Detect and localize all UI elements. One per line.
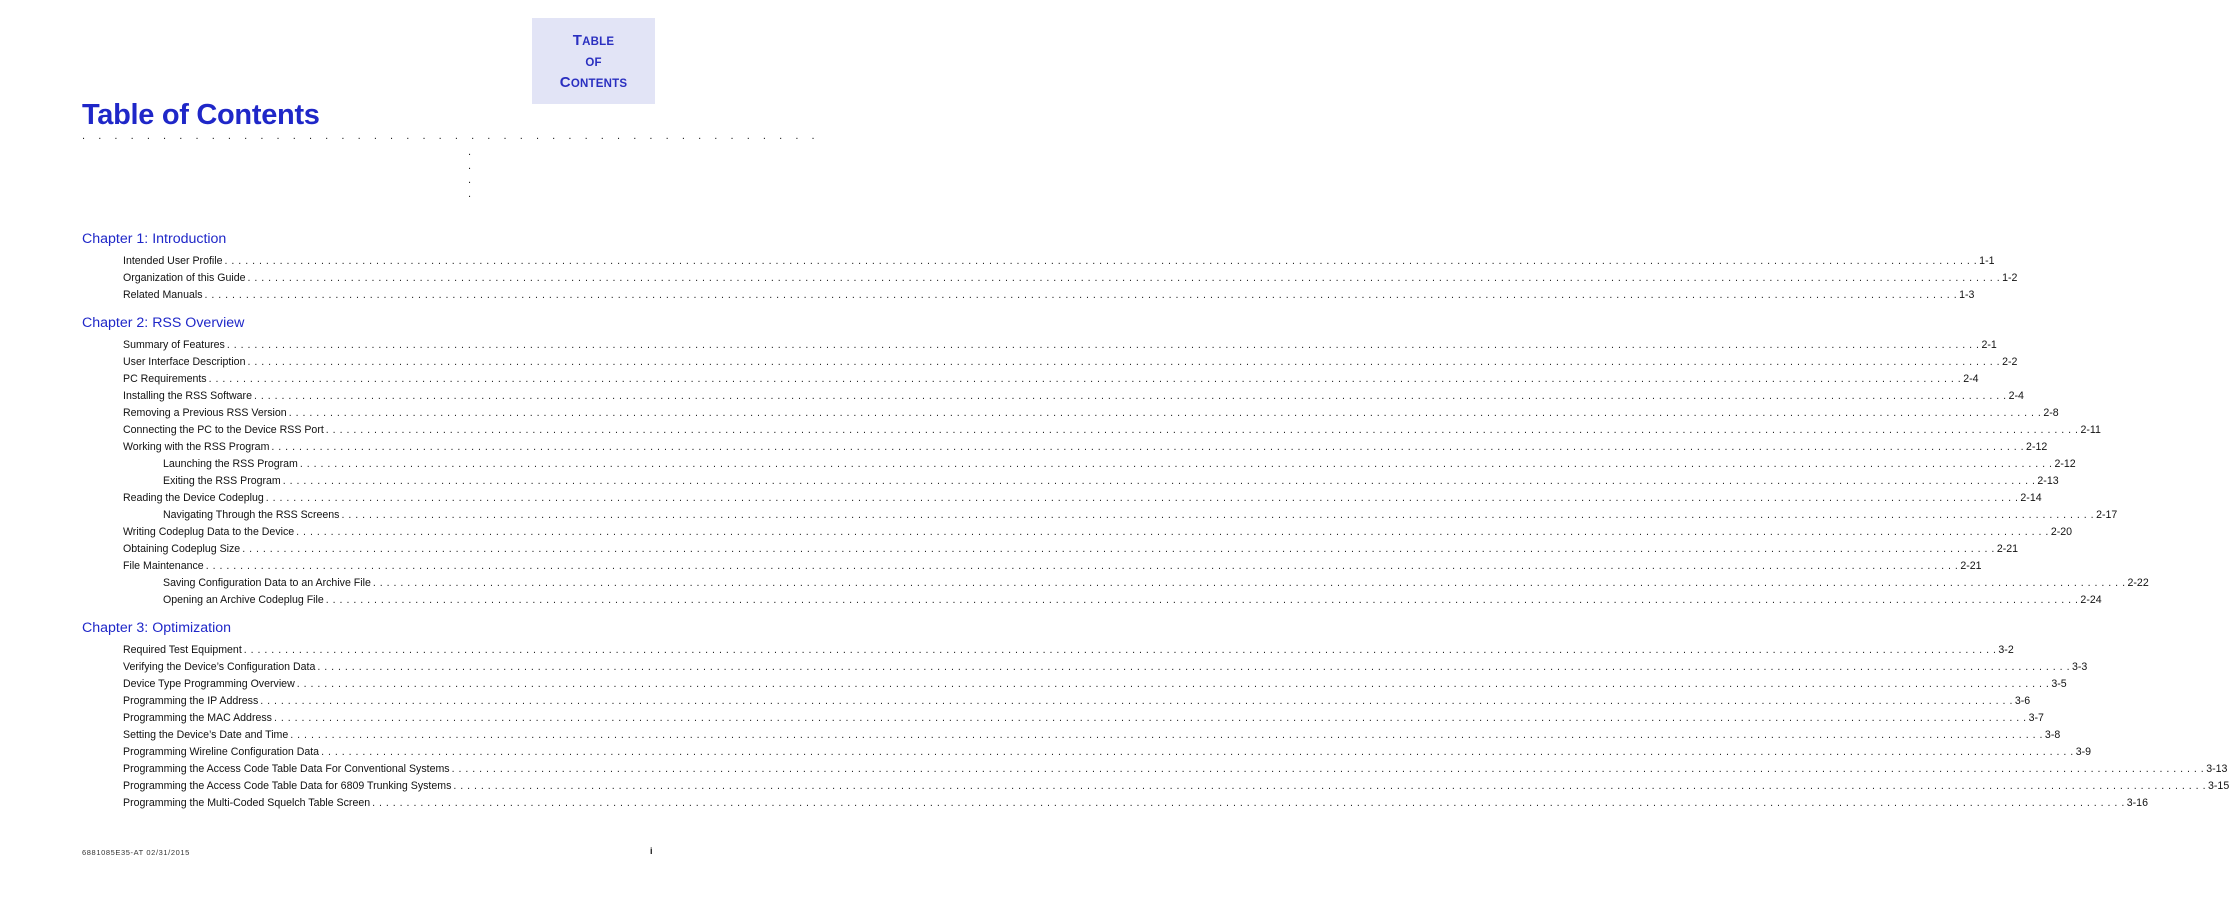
leader-dots — [247, 356, 2000, 368]
toc-subentry[interactable]: Launching the RSS Program . . . 2-12 — [163, 458, 655, 472]
leader-dots — [248, 272, 2001, 284]
toc-entry[interactable]: Programming the MAC Address . . . 3-7 — [123, 712, 655, 726]
leader-dots — [271, 441, 2024, 453]
leader-dots — [244, 644, 1997, 656]
leader-dots — [372, 797, 2125, 809]
toc-subentry[interactable]: Exiting the RSS Program . . . 2-13 — [163, 475, 655, 489]
leader-dots — [453, 780, 2206, 792]
footer-document-id: 6881085E35-AT 02/31/2015 — [82, 848, 190, 857]
leader-dots — [283, 475, 2036, 487]
leader-dots — [300, 458, 2053, 470]
toc-entry[interactable]: Related Manuals . . . 1-3 — [123, 289, 655, 303]
leader-dots — [373, 577, 2126, 589]
toc-subentry[interactable]: Saving Configuration Data to an Archive File . . . 2-22 — [163, 577, 655, 591]
vertical-dot: . — [468, 174, 472, 186]
leader-dots — [341, 509, 2094, 521]
leader-dots — [290, 729, 2043, 741]
toc-entry[interactable]: Programming the Access Code Table Data for 6809 Trunking Systems . . . 3-15 — [123, 780, 655, 794]
vertical-dot: . — [468, 160, 472, 172]
section-tab — [532, 18, 655, 104]
toc-entry[interactable]: Reading the Device Codeplug . . . 2-14 — [123, 492, 655, 506]
leader-dots — [227, 339, 1980, 351]
toc-entry[interactable]: PC Requirements . . . 2-4 — [123, 373, 655, 387]
tab-line-contents: CONTENTS — [559, 74, 628, 91]
leader-dots — [242, 543, 1995, 555]
toc-entry[interactable]: File Maintenance . . . 2-21 — [123, 560, 655, 574]
leader-dots — [297, 678, 2050, 690]
leader-dots — [260, 695, 2013, 707]
leader-dots — [266, 492, 2019, 504]
toc-entry[interactable]: Intended User Profile . . . 1-1 — [123, 255, 655, 269]
tab-line-of: OF — [585, 57, 602, 69]
toc-entry[interactable]: Installing the RSS Software . . . 2-4 — [123, 390, 655, 404]
leader-dots — [317, 661, 2070, 673]
toc-entry[interactable]: Programming Wireline Configuration Data . . . 3-9 — [123, 746, 655, 760]
toc-entry[interactable]: Organization of this Guide . . . 1-2 — [123, 272, 655, 286]
toc-entry[interactable]: Device Type Programming Overview . . . 3-5 — [123, 678, 655, 692]
leader-dots — [452, 763, 2205, 775]
toc-entry[interactable]: User Interface Description . . . 2-2 — [123, 356, 655, 370]
leader-dots — [274, 712, 2027, 724]
toc-entry[interactable]: Programming the Multi-Coded Squelch Table Screen . . . 3-16 — [123, 797, 655, 811]
leader-dots — [326, 424, 2079, 436]
toc-entry[interactable]: Writing Codeplug Data to the Device . . . 2-20 — [123, 526, 655, 540]
leader-dots — [296, 526, 2049, 538]
toc-entry[interactable]: Obtaining Codeplug Size . . . 2-21 — [123, 543, 655, 557]
leader-dots — [209, 373, 1962, 385]
leader-dots — [206, 560, 1959, 572]
toc-entry[interactable]: Verifying the Device’s Configuration Data . . . 3-3 — [123, 661, 655, 675]
page-title: Table of Contents — [82, 99, 320, 131]
leader-dots — [326, 594, 2079, 606]
footer-page-number: i — [650, 846, 653, 856]
toc-entry[interactable]: Removing a Previous RSS Version . . . 2-8 — [123, 407, 655, 421]
toc-entry[interactable]: Programming the IP Address . . . 3-6 — [123, 695, 655, 709]
vertical-dot: . — [468, 146, 472, 158]
leader-dots — [321, 746, 2074, 758]
toc-entry[interactable]: Summary of Features . . . 2-1 — [123, 339, 655, 353]
chapter-heading[interactable]: Chapter 3: Optimization — [82, 620, 232, 636]
leader-dots — [289, 407, 2042, 419]
toc-entry[interactable]: Working with the RSS Program . . . 2-12 — [123, 441, 655, 455]
dotted-rule: . . . . . . . . . . . . . . . . . . . . . . . . . . . . . . . . . . . . . . . . . . . . . . — [82, 130, 820, 142]
toc-subentry[interactable]: Navigating Through the RSS Screens . . . 2-17 — [163, 509, 655, 523]
toc-entry[interactable]: Programming the Access Code Table Data For Conventional Systems . . . 3-13 — [123, 763, 655, 777]
leader-dots — [205, 289, 1958, 301]
toc-entry[interactable]: Connecting the PC to the Device RSS Port . . . 2-11 — [123, 424, 655, 438]
tab-line-table: TABLE — [572, 32, 615, 49]
toc-entry[interactable]: Required Test Equipment . . . 3-2 — [123, 644, 655, 658]
chapter-heading[interactable]: Chapter 1: Introduction — [82, 231, 227, 247]
leader-dots — [225, 255, 1978, 267]
toc-entry[interactable]: Setting the Device’s Date and Time . . . 3-8 — [123, 729, 655, 743]
vertical-dot: . — [468, 188, 472, 200]
toc-subentry[interactable]: Opening an Archive Codeplug File . . . 2-24 — [163, 594, 655, 608]
leader-dots — [254, 390, 2007, 402]
chapter-heading[interactable]: Chapter 2: RSS Overview — [82, 315, 245, 331]
